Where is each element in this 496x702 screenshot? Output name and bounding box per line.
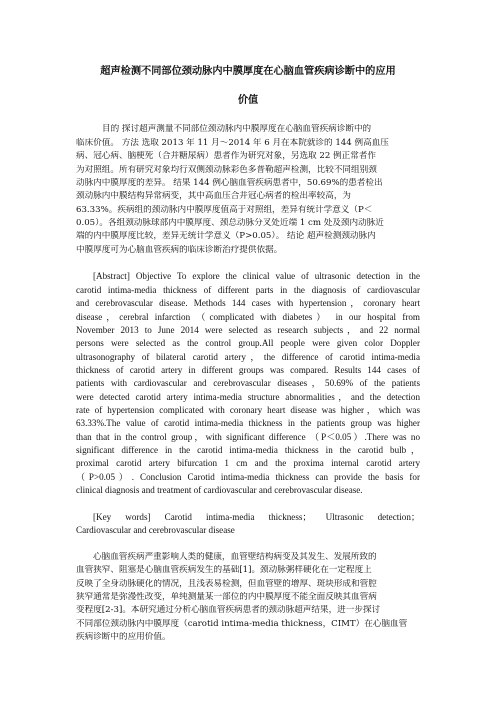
abstract-en-line: patients with cardiovascular and cerebrovascular diseases，50.69% of the patients	[76, 378, 420, 388]
abstract-cn-line: 为对照组。所有研究对象均行双侧颈动脉彩色多普勒超声检测，比较不同组别颈	[76, 165, 377, 175]
abstract-cn-line: 63.33%。疾病组的颈动脉内中膜厚度值高于对照组，差异有统计学意义（P＜	[76, 205, 373, 215]
abstract-cn-line: 端的内中膜厚度比较，差异无统计学意义（P>0.05）。 结论 超声检测颈动脉内	[76, 231, 376, 241]
intro-line: 心脑血管疾病严重影响人类的健康，血管壁结构病变及其发生、发展所致的	[93, 552, 377, 562]
intro-line: 血管狭窄、阻塞是心脑血管疾病发生的基础[1]。颈动脉粥样硬化在一定程度上	[76, 565, 372, 575]
abstract-cn-line: 0.05）。各组颈动脉球部内中膜厚度、颈总动脉分叉处近端 1 cm 处及颈内动脉近	[76, 218, 384, 228]
title-line-2: 价值	[237, 95, 259, 106]
abstract-cn-line: 临床价值。 方法 选取 2013 年 11 月～2014 年 6 月在本院就诊的 144 例高血压	[76, 138, 389, 148]
abstract-cn-line: 动脉内中膜厚度的差异。 结果 144 例心脑血管疾病患者中，50.69%的患者检出	[76, 178, 383, 188]
abstract-en-line: carotid intima-media thickness of different parts in the diagnosis of cardiovascular	[76, 285, 420, 295]
abstract-en-line: [Abstract] Objective To explore the clinical value of ultrasonic detection in the	[93, 271, 420, 281]
abstract-cn-line: 病、冠心病、脑梗死（合并糖尿病）患者作为研究对象，另选取 22 例正常者作	[76, 151, 376, 161]
abstract-cn-line: 颈动脉内中膜结构异常病变，其中高血压合并冠心病者的检出率较高，为	[76, 191, 352, 201]
intro-line: 变程度[2-3]。本研究通过分析心脑血管疾病患者的颈动脉超声结果，进一步探讨	[76, 605, 381, 615]
intro-line: 不同部位颈动脉内中膜厚度（carotid intima-media thickness，CIMT）在心脑血管	[76, 619, 408, 629]
abstract-cn-line: 目的 探讨超声测量不同部位颈动脉内中膜厚度在心脑血管疾病诊断中的	[102, 124, 372, 134]
abstract-en-line: November 2013 to June 2014 were selected as research subjects，and 22 normal	[76, 325, 420, 335]
abstract-cn-line: 中膜厚度可为心脑血管疾病的临床诊断治疗提供依据。	[76, 245, 283, 255]
abstract-en-line: were detected carotid artery intima-media structure abnormalities，and the detection	[76, 392, 420, 402]
title-line-1: 超声检测不同部位颈动脉内中膜厚度在心脑血管疾病诊断中的应用	[100, 66, 396, 77]
abstract-en-line: （P>0.05）. Conclusion Carotid intima-media thickness can provide the basis for	[76, 472, 420, 482]
keywords-line: [Key words] Carotid intima-media thickness； Ultrasonic detection；	[93, 512, 420, 522]
abstract-en-line: 63.33%.The value of carotid intima-media thickness in the patients group was higher	[76, 418, 420, 428]
abstract-en-line: persons were selected as the control group.All people were given color Doppler	[76, 338, 420, 348]
abstract-en-line: rate of hypertension complicated with coronary heart disease was higher，which was	[76, 405, 420, 415]
abstract-en-line: thickness of carotid artery in different groups was compared. Results 144 cases of	[76, 365, 420, 375]
intro-line: 疾病诊断中的应用价值。	[76, 632, 171, 642]
abstract-en-line: proximal carotid artery bifurcation 1 cm and the proxima internal carotid artery	[76, 458, 420, 468]
intro-line: 狭窄通常是弥漫性改变，单纯测量某一部位的内中膜厚度不能全面反映其血管病	[76, 592, 377, 602]
keywords-line: Cardiovascular and cerebrovascular disease	[76, 525, 235, 535]
abstract-en-line: clinical diagnosis and treatment of cardiovascular and cerebrovascular disease.	[76, 485, 363, 495]
abstract-en-line: than that in the control group，with significant difference （P＜0.05）.There was no	[76, 432, 420, 442]
abstract-en-line: disease，cerebral infarction （complicated with diabetes） in our hospital from	[76, 312, 420, 322]
abstract-en-line: ultrasonography of bilateral carotid artery，the difference of carotid intima-media	[76, 352, 420, 362]
intro-line: 反映了全身动脉硬化的情况，且浅表易检测，但血管壁的增厚、斑块形成和管腔	[76, 579, 377, 589]
abstract-en-line: significant difference in the carotid intima-media thickness in the carotid bulb，	[76, 445, 420, 455]
abstract-en-line: and cerebrovascular disease. Methods 144 cases with hypertension，coronary heart	[76, 298, 420, 308]
